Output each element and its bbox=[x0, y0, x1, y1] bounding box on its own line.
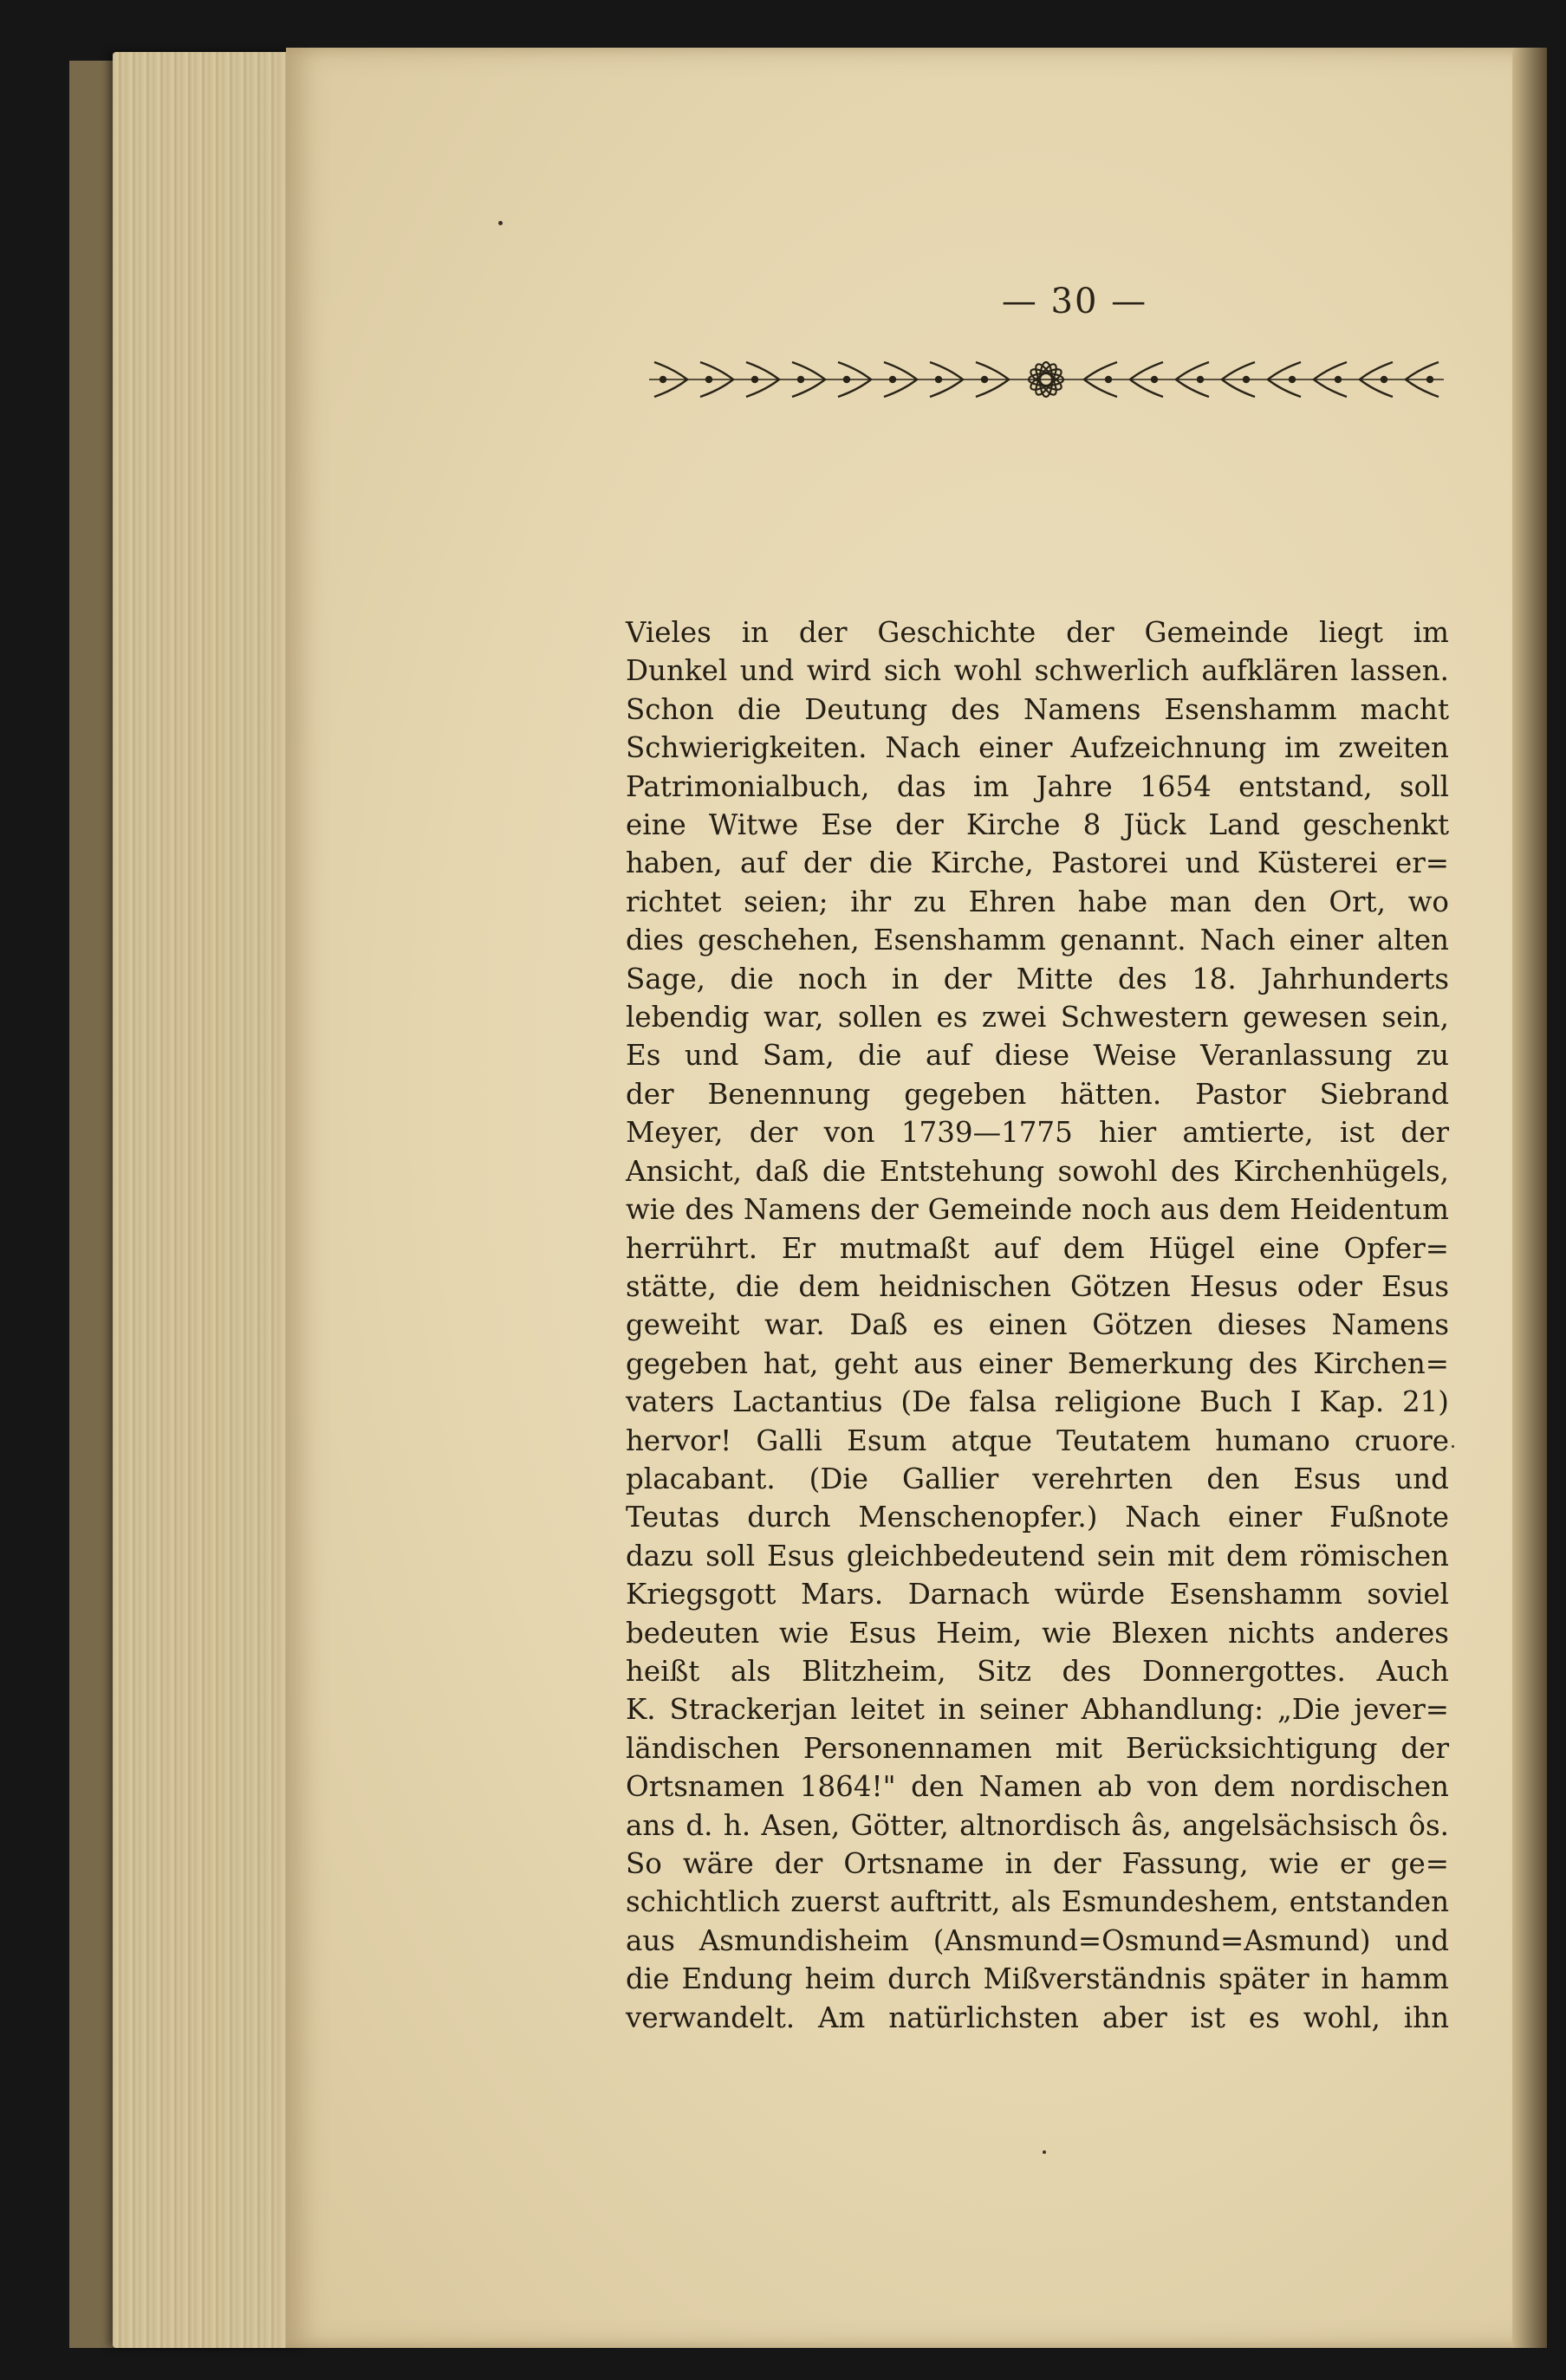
text-line: dazu soll Esus gleichbedeutend sein mit dem römischen bbox=[626, 1539, 1449, 1573]
ornament-dot bbox=[752, 377, 757, 382]
gutter-shadow bbox=[1512, 48, 1547, 2348]
text-line: Dunkel und wird sich wohl schwerlich aufklären lassen. bbox=[626, 654, 1449, 688]
text-line: haben, auf der die Kirche, Pastorei und Küsterei er= bbox=[626, 846, 1449, 880]
text-line: bedeuten wie Esus Heim, wie Blexen nichts anderes bbox=[626, 1616, 1449, 1650]
text-line: Vieles in der Geschichte der Gemeinde liegt im bbox=[626, 616, 1449, 649]
text-line: vaters Lactantius (De falsa religione Buch I Kap. 21) bbox=[626, 1385, 1449, 1419]
text-line: ans d. h. Asen, Götter, altnordisch âs, angelsächsisch ôs. bbox=[626, 1808, 1449, 1842]
page-edges-stack bbox=[113, 52, 303, 2348]
ornament-dot bbox=[1335, 377, 1341, 382]
text-line: So wäre der Ortsname in der Fassung, wie er ge= bbox=[626, 1847, 1449, 1880]
ornament-dot bbox=[798, 377, 803, 382]
paper-speck bbox=[1452, 1445, 1454, 1448]
ornament-dot bbox=[890, 377, 895, 382]
ornament-dot bbox=[1152, 377, 1157, 382]
text-line: placabant. (Die Gallier verehrten den Esus und bbox=[626, 1462, 1449, 1495]
text-line: aus Asmundisheim (Ansmund=Osmund=Asmund) und bbox=[626, 1923, 1449, 1957]
text-line: Teutas durch Menschenopfer.) Nach einer Fußnote bbox=[626, 1501, 1449, 1534]
ornament-dot bbox=[660, 377, 666, 382]
text-line: K. Strackerjan leitet in seiner Abhandlung: „Die jever= bbox=[626, 1693, 1449, 1727]
page-number: — 30 — bbox=[1001, 282, 1148, 321]
ornament-dot bbox=[1106, 377, 1111, 382]
text-line: Schon die Deutung des Namens Esenshamm macht bbox=[626, 692, 1449, 726]
text-line: schichtlich zuerst auftritt, als Esmundeshem, entstanden bbox=[626, 1885, 1449, 1919]
ornament-dot bbox=[844, 377, 849, 382]
text-line: Sage, die noch in der Mitte des 18. Jahrhunderts bbox=[626, 962, 1449, 995]
text-line: stätte, die dem heidnischen Götzen Hesus oder Esus bbox=[626, 1269, 1449, 1303]
text-line: geweiht war. Daß es einen Götzen dieses Namens bbox=[626, 1308, 1449, 1342]
ornament-dot bbox=[1381, 377, 1387, 382]
text-line: Patrimonialbuch, das im Jahre 1654 entstand, soll bbox=[626, 769, 1449, 803]
text-line: dies geschehen, Esenshamm genannt. Nach einer alten bbox=[626, 924, 1449, 957]
body-text bbox=[626, 613, 1449, 2037]
text-line: Es und Sam, die auf diese Weise Veranlassung zu bbox=[626, 1039, 1449, 1073]
ornament-dot bbox=[936, 377, 941, 382]
text-line: wie des Namens der Gemeinde noch aus dem Heidentum bbox=[626, 1193, 1449, 1227]
text-line: der Benennung gegeben hätten. Pastor Siebrand bbox=[626, 1077, 1449, 1111]
text-line: Ortsnamen 1864!" den Namen ab von dem nordischen bbox=[626, 1770, 1449, 1804]
text-line: Ansicht, daß die Entstehung sowohl des Kirchenhügels, bbox=[626, 1154, 1449, 1188]
text-line: verwandelt. Am natürlichsten aber ist es wohl, ihn bbox=[626, 2001, 1449, 2034]
ornament-dot bbox=[1198, 377, 1203, 382]
text-line: gegeben hat, geht aus einer Bemerkung des Kirchen= bbox=[626, 1346, 1449, 1380]
paper-speck bbox=[1043, 2150, 1046, 2154]
text-line: heißt als Blitzheim, Sitz des Donnergottes. Auch bbox=[626, 1654, 1449, 1688]
text-line: herrührt. Er mutmaßt auf dem Hügel eine Opfer= bbox=[626, 1231, 1449, 1265]
ornament-dot bbox=[1427, 377, 1433, 382]
text-line: lebendig war, sollen es zwei Schwestern gewesen sein, bbox=[626, 1001, 1449, 1034]
text-line: eine Witwe Ese der Kirche 8 Jück Land geschenkt bbox=[626, 808, 1449, 842]
ornament-dot bbox=[982, 377, 987, 382]
ornament-dot bbox=[1244, 377, 1249, 382]
text-line: Meyer, der von 1739—1775 hier amtierte, ist der bbox=[626, 1116, 1449, 1150]
paper-speck bbox=[498, 221, 503, 225]
text-line: ländischen Personennamen mit Berücksichtigung der bbox=[626, 1731, 1449, 1765]
ornament-dot bbox=[1290, 377, 1295, 382]
text-line: Kriegsgott Mars. Darnach würde Esenshamm soviel bbox=[626, 1578, 1449, 1612]
text-line: Schwierigkeiten. Nach einer Aufzeichnung im zweiten bbox=[626, 731, 1449, 765]
ornament-dot bbox=[706, 377, 712, 382]
text-line: richtet seien; ihr zu Ehren habe man den Ort, wo bbox=[626, 885, 1449, 918]
text-line: die Endung heim durch Mißverständnis später in hamm bbox=[626, 1962, 1449, 1996]
text-line: hervor! Galli Esum atque Teutatem humano cruore bbox=[626, 1423, 1449, 1457]
decorative-ornament-band bbox=[646, 357, 1447, 402]
